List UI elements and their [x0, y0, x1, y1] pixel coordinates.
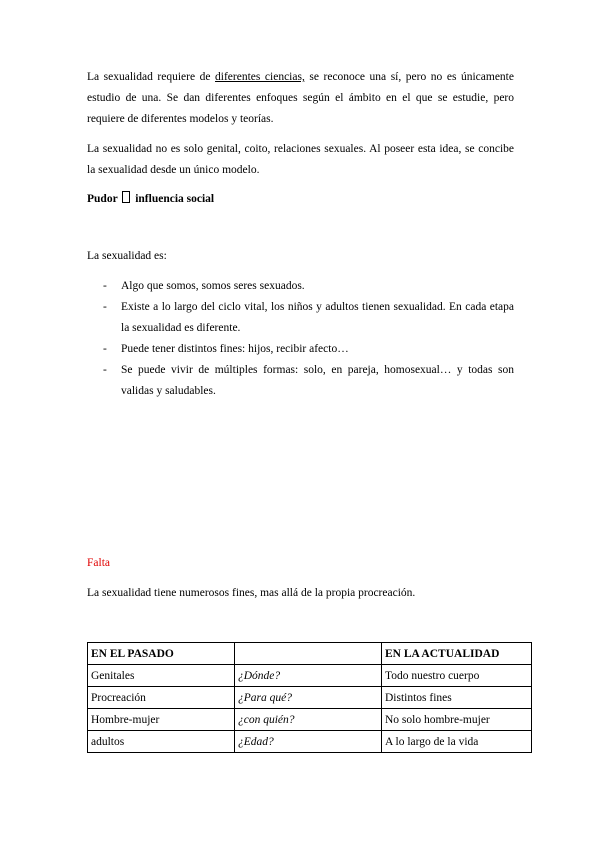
table-header-row [88, 643, 532, 665]
table-cell: ¿con quién? [235, 709, 382, 731]
table-cell: ¿Edad? [235, 731, 382, 753]
table-cell: Todo nuestro cuerpo [382, 665, 532, 687]
table-cell: Genitales [88, 665, 235, 687]
table-cell: A lo largo de la vida [382, 731, 532, 753]
list-item-text: Algo que somos, somos seres sexuados. [121, 280, 305, 292]
p1-before: La sexualidad requiere de [87, 71, 216, 83]
table-cell: Distintos fines [382, 687, 532, 709]
table-cell: Procreación [88, 687, 235, 709]
header-cell: EN LA ACTUALIDAD [382, 643, 532, 665]
table-cell: No solo hombre-mujer [382, 709, 532, 731]
table-cell: ¿Dónde? [235, 665, 382, 687]
dash-icon: - [103, 364, 107, 376]
table-cell: ¿Para qué? [235, 687, 382, 709]
table-row [88, 731, 532, 753]
list-item [87, 360, 514, 402]
list-item [87, 297, 514, 339]
bullet-list [87, 276, 514, 402]
p1-underlined: diferentes ciencias, [215, 71, 305, 83]
paragraph-fines: La sexualidad tiene numerosos fines, mas allá de la propia procreación. [87, 587, 416, 599]
list-item [87, 276, 514, 297]
table-row [88, 687, 532, 709]
header-cell: EN EL PASADO [88, 643, 235, 665]
comparison-table [87, 642, 532, 753]
list-item-text: Se puede vivir de múltiples formas: solo, en pareja, homosexual… y todas son validas y saludables. [121, 364, 514, 397]
p1-after: se reconoce una sí, pero no es únicamente estudio de una. Se dan diferentes enfoques según el ámbito en el que se estudie, pero requiere de diferentes modelos y teorías. [87, 71, 514, 125]
dash-icon: - [103, 343, 107, 355]
heading-left: Pudor [87, 193, 118, 205]
table-row [88, 665, 532, 687]
list-item-text: Existe a lo largo del ciclo vital, los niños y adultos tienen sexualidad. En cada etapa la sexualidad es diferente. [121, 301, 514, 334]
heading-pudor [87, 189, 514, 210]
dash-icon: - [103, 280, 107, 292]
list-item [87, 339, 514, 360]
dash-icon: - [103, 301, 107, 313]
paragraph-ciencias [87, 67, 514, 130]
header-cell [235, 643, 382, 665]
table-row [88, 709, 532, 731]
heading-right: influencia social [135, 193, 215, 205]
table-cell: Hombre-mujer [88, 709, 235, 731]
paragraph-genital: La sexualidad no es solo genital, coito, relaciones sexuales. Al poseer esta idea, se concibe la sexualidad desde un único modelo. [87, 143, 514, 176]
table-cell: adultos [88, 731, 235, 753]
falta-label: Falta [87, 557, 110, 569]
arrow-placeholder-icon [122, 191, 130, 203]
list-item-text: Puede tener distintos fines: hijos, recibir afecto… [121, 343, 349, 355]
intro-text: La sexualidad es: [87, 250, 167, 262]
